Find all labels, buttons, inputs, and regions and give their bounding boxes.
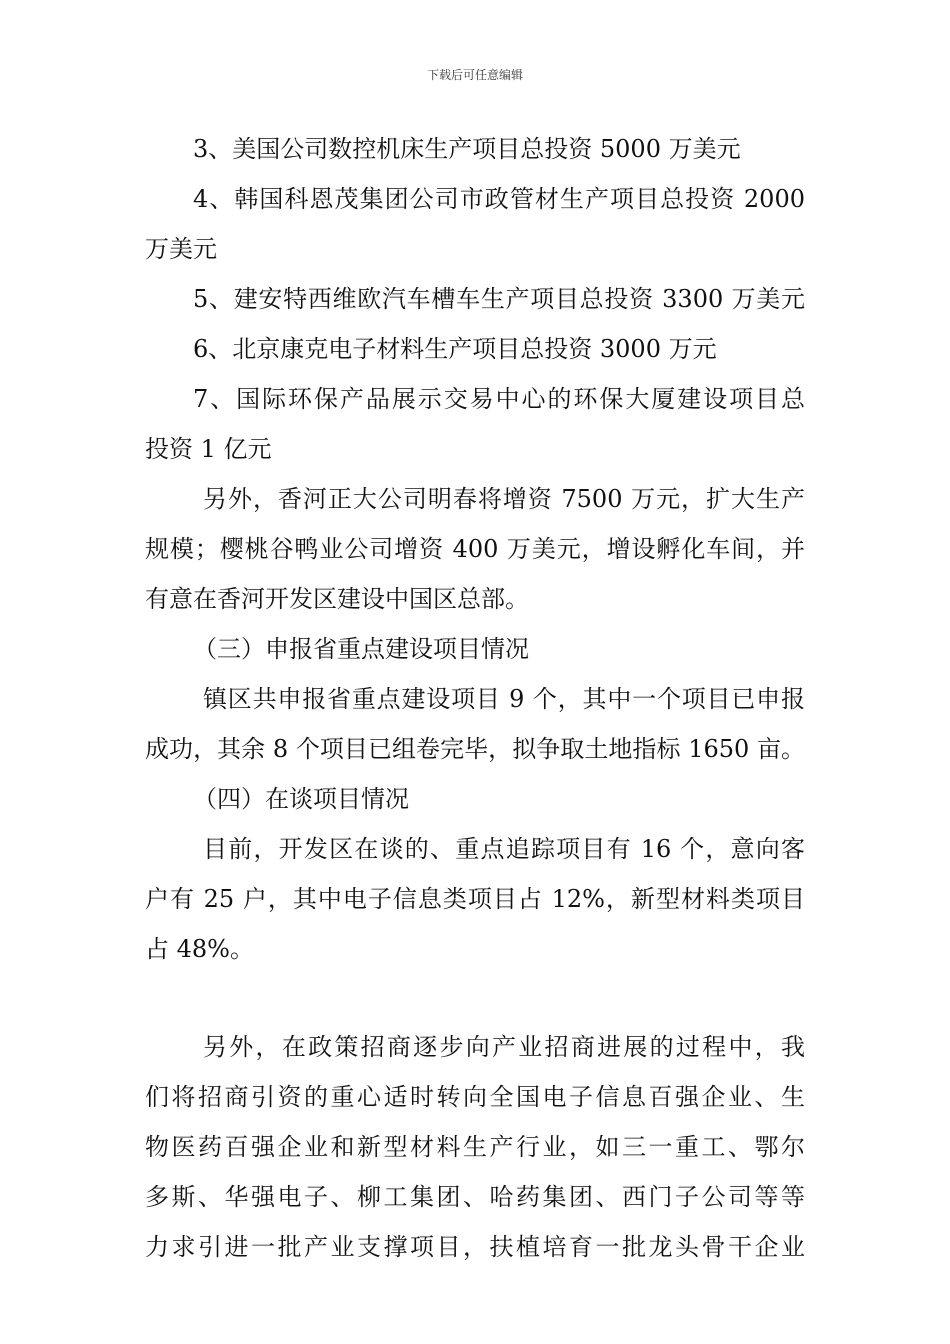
- section-heading: （三）申报省重点建设项目情况: [193, 635, 529, 663]
- text-line: 户有 25 户，其中电子信息类项目占 12%，新型材料类项目: [145, 885, 805, 913]
- text-line: 多斯、华强电子、柳工集团、哈药集团、西门子公司等等: [145, 1183, 805, 1211]
- text-line: 们将招商引资的重心适时转向全国电子信息百强企业、生: [145, 1083, 805, 1111]
- text-line: 万美元: [145, 235, 217, 263]
- text-line: 另外，香河正大公司明春将增资 7500 万元，扩大生产: [203, 485, 805, 513]
- text-line: 5、建安特西维欧汽车槽车生产项目总投资 3300 万美元: [193, 285, 805, 313]
- text-line: 另外，在政策招商逐步向产业招商进展的过程中，我: [203, 1033, 805, 1061]
- text-line: 3、美国公司数控机床生产项目总投资 5000 万美元: [193, 135, 741, 163]
- text-line: 成功，其余 8 个项目已组卷完毕，拟争取土地指标 1650 亩。: [145, 735, 805, 763]
- section-heading: （四）在谈项目情况: [193, 785, 409, 813]
- text-line: 6、北京康克电子材料生产项目总投资 3000 万元: [193, 335, 717, 363]
- text-line: 力求引进一批产业支撑项目，扶植培育一批龙头骨干企业: [145, 1233, 805, 1261]
- page-header: 下载后可任意编辑: [426, 68, 523, 82]
- text-line: 镇区共申报省重点建设项目 9 个，其中一个项目已申报: [203, 685, 805, 713]
- text-line: 占 48%。: [145, 935, 254, 963]
- text-line: 7、国际环保产品展示交易中心的环保大厦建设项目总: [193, 385, 805, 413]
- text-line: 物医药百强企业和新型材料生产行业，如三一重工、鄂尔: [145, 1133, 805, 1161]
- text-line: 4、韩国科恩茂集团公司市政管材生产项目总投资 2000: [193, 185, 805, 213]
- text-line: 规模；樱桃谷鸭业公司增资 400 万美元，增设孵化车间，并: [145, 535, 805, 563]
- text-line: 目前，开发区在谈的、重点追踪项目有 16 个，意向客: [203, 835, 805, 863]
- text-line: 投资 1 亿元: [145, 435, 272, 463]
- text-line: 有意在香河开发区建设中国区总部。: [145, 585, 529, 613]
